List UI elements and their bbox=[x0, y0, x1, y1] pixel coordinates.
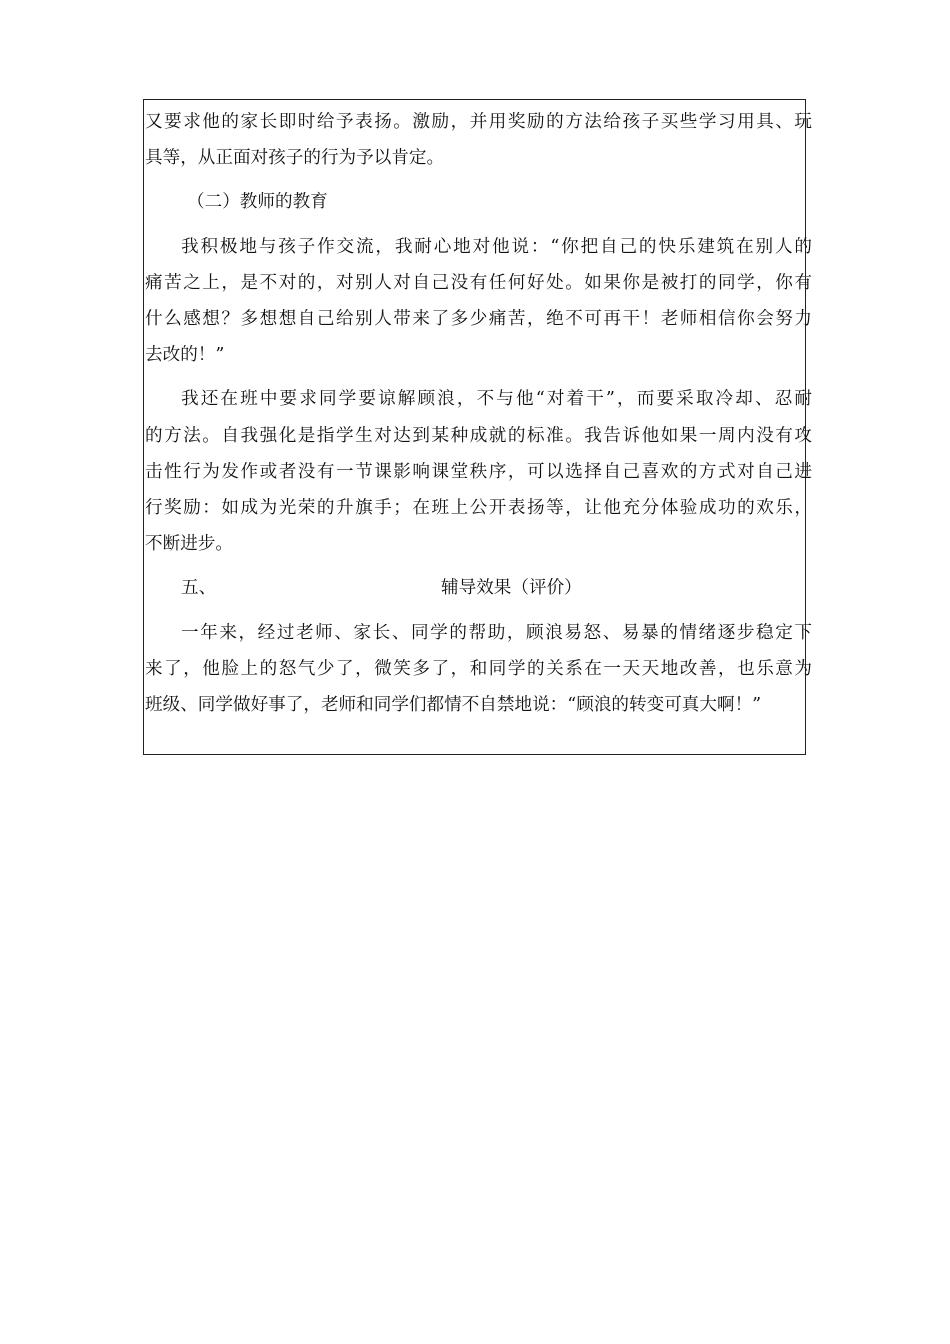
section-title: 辅导效果（评价） bbox=[441, 578, 582, 599]
text-line: 具等，从正面对孩子的行为予以肯定。 bbox=[145, 148, 445, 169]
section-heading bbox=[145, 570, 812, 606]
text-line: 行奖励：如成为光荣的升旗手；在班上公开表扬等，让他充分体验成功的欢乐， bbox=[145, 498, 812, 519]
paragraph-spacer bbox=[145, 607, 812, 615]
text-line: 击性行为发作或者没有一节课影响课堂秩序，可以选择自己喜欢的方式对自己进 bbox=[145, 461, 812, 482]
section-number: 五、 bbox=[181, 578, 217, 599]
text-line: 又要求他的家长即时给予表扬。激励，并用奖励的方法给孩子买些学习用具、玩 bbox=[145, 112, 812, 132]
paragraph-parent-praise bbox=[145, 104, 812, 176]
table-cell-content bbox=[145, 104, 812, 723]
paragraph-results bbox=[145, 615, 812, 724]
text-line: 不断进步。 bbox=[145, 534, 233, 555]
paragraph-class-request bbox=[145, 381, 812, 562]
text-line: 来了，他脸上的怒气少了，微笑多了，和同学的关系在一天天地改善，也乐意为 bbox=[145, 658, 812, 679]
subheading-teacher-education: （二）教师的教育 bbox=[187, 192, 328, 213]
text-line: 痛苦之上，是不对的，对别人对自己没有任何好处。如果你是被打的同学，你有 bbox=[145, 272, 812, 293]
paragraph-spacer bbox=[145, 562, 812, 570]
text-line: 去改的！” bbox=[145, 345, 225, 366]
text-line: 我还在班中要求同学要谅解顾浪，不与他“对着干”，而要采取冷却、忍耐 bbox=[181, 389, 812, 410]
text-line: 一年来，经过老师、家长、同学的帮助，顾浪易怒、易暴的情绪逐步稳定下 bbox=[181, 622, 812, 643]
paragraph-spacer bbox=[145, 221, 812, 229]
text-line: 我积极地与孩子作交流，我耐心地对他说：“你把自己的快乐建筑在别人的 bbox=[181, 236, 812, 257]
paragraph-teacher-talk bbox=[145, 229, 812, 374]
text-line: 什么感想？多想想自己给别人带来了多少痛苦，绝不可再干！老师相信你会努力 bbox=[145, 309, 812, 330]
text-line: 的方法。自我强化是指学生对达到某种成就的标准。我告诉他如果一周内没有攻 bbox=[145, 425, 812, 446]
paragraph-spacer bbox=[145, 373, 812, 381]
paragraph-spacer bbox=[145, 176, 812, 184]
text-line: 班级、同学做好事了，老师和同学们都情不自禁地说：“顾浪的转变可真大啊！” bbox=[145, 695, 762, 716]
